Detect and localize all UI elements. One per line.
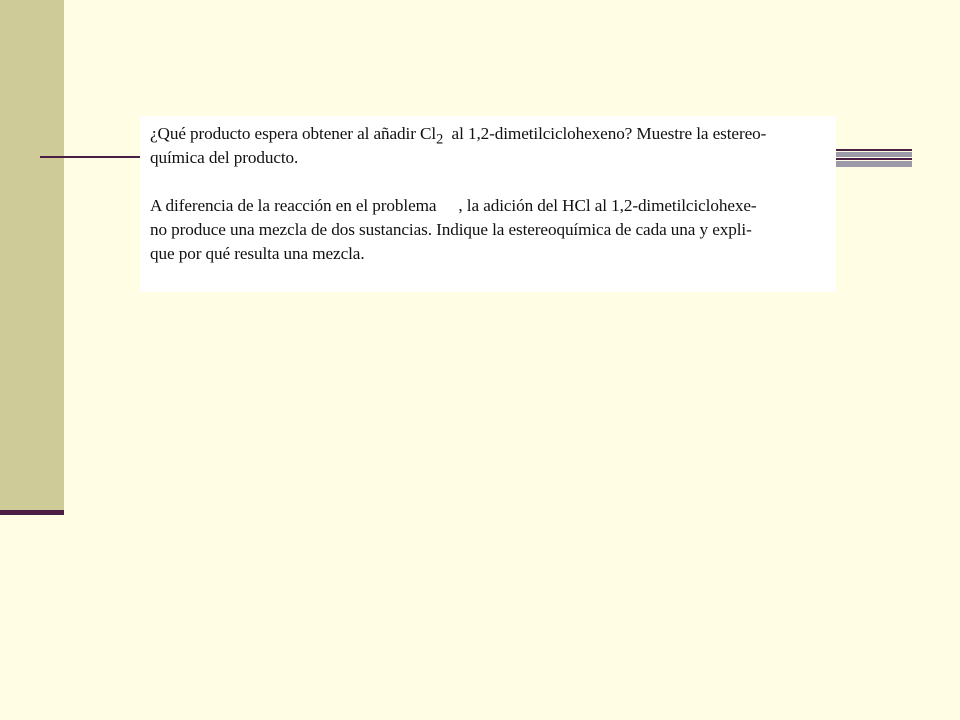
problem-2-line-1-start: A diferencia de la reacción en el problema — [150, 196, 437, 215]
problem-1-line-1-end: al 1,2-dimetilciclohexeno? Muestre la estereo- — [451, 124, 767, 143]
title-rule-right-band — [834, 152, 912, 157]
problem-1-line-1 — [150, 122, 766, 146]
problem-2-line-1 — [150, 194, 757, 218]
left-accent-bar — [0, 0, 64, 512]
problem-2-line-1-end: , la adición del HCl al 1,2-dimetilciclohexe- — [458, 196, 757, 215]
problem-1-line-2: química del producto. — [150, 148, 299, 167]
problem-1 — [150, 122, 766, 170]
scanned-problems-image — [140, 116, 836, 292]
chlorine-subscript: 2 — [436, 131, 444, 148]
title-rule-right-line-2 — [834, 158, 912, 160]
title-rule-right-line — [834, 149, 912, 151]
title-rule-right — [834, 149, 912, 167]
left-accent-underline — [0, 510, 64, 515]
problem-2-line-2: no produce una mezcla de dos sustancias. Indique la estereoquímica de cada una y expli- — [150, 220, 752, 239]
problem-1-line-1-start: ¿Qué producto espera obtener al añadir Cl — [150, 124, 437, 143]
title-rule-right-band-2 — [834, 161, 912, 167]
problem-2-line-3: que por qué resulta una mezcla. — [150, 244, 365, 263]
problem-2 — [150, 194, 757, 266]
title-rule-left — [40, 156, 142, 158]
